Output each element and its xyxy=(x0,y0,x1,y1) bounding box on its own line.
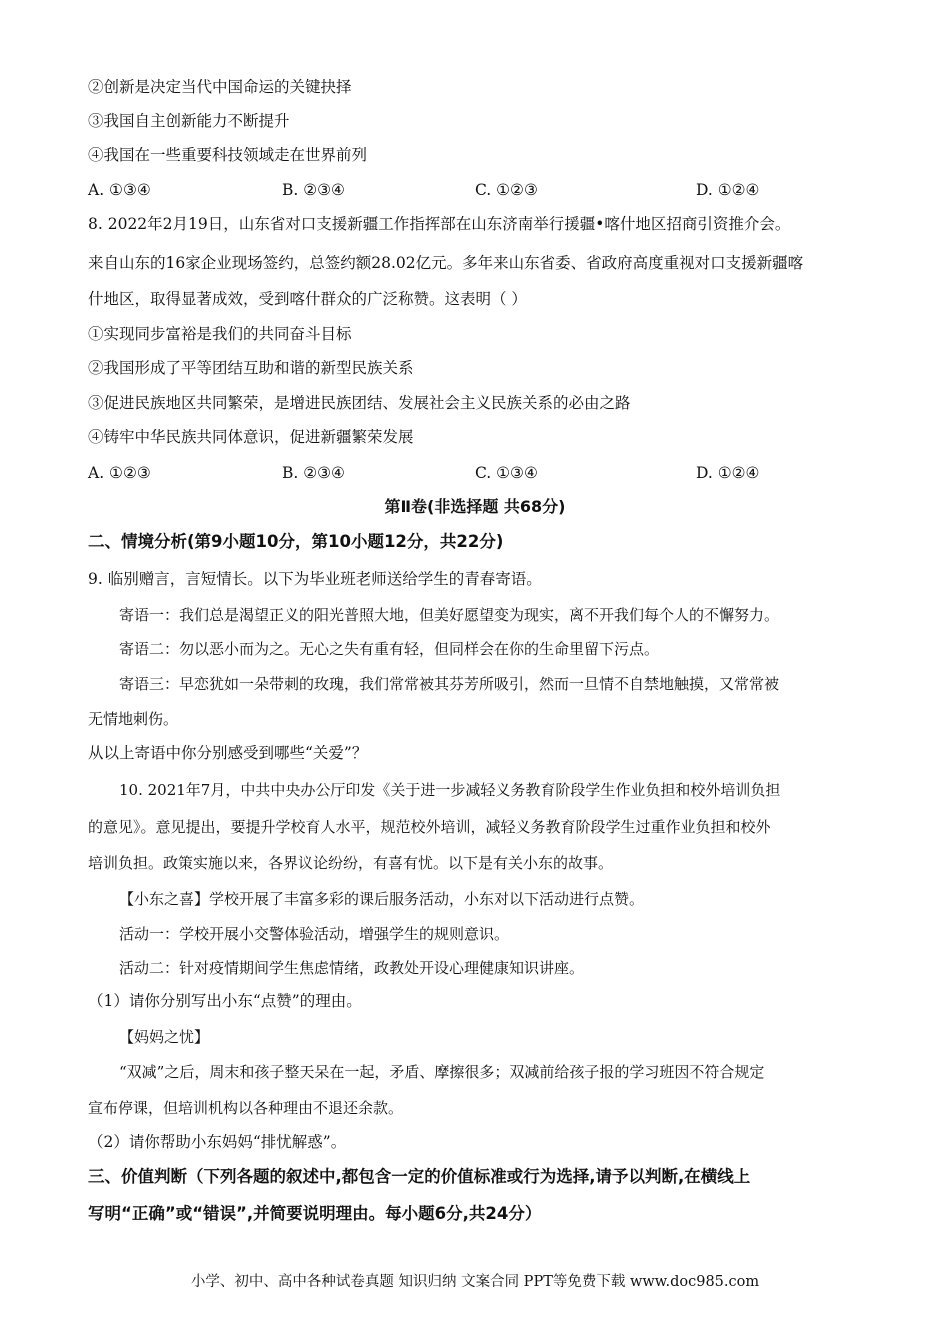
q7-option-b: B. ②③④ xyxy=(282,181,345,199)
q7-option-d: D. ①②④ xyxy=(696,181,760,199)
q10-stem-line-2: 的意见》。意见提出，要提升学校育人水平，规范校外培训，减轻义务教育阶段学生过重作业负担和校外 xyxy=(88,818,771,836)
part2-title: 第Ⅱ卷(非选择题 共68分) xyxy=(384,497,566,516)
section3-heading-line-1: 三、价值判断（下列各题的叙述中,都包含一定的价值标准或行为选择,请予以判断,在横线上 xyxy=(88,1167,751,1186)
page-footer: 小学、初中、高中各种试卷真题 知识归纳 文案合同 PPT等免费下载 www.doc985.com xyxy=(190,1274,760,1290)
q8-stem-line-2: 来自山东的16家企业现场签约，总签约额28.02亿元。多年来山东省委、省政府高度重视对口支援新疆喀 xyxy=(88,254,804,272)
q8-stem-line-1: 8. 2022年2月19日，山东省对口支援新疆工作指挥部在山东济南举行援疆•喀什地区招商引资推介会。 xyxy=(88,215,791,233)
q8-option-a: A. ①②③ xyxy=(88,464,151,482)
q7-option-c: C. ①②③ xyxy=(475,181,538,199)
q10-stem-line-1: 10. 2021年7月，中共中央办公厅印发《关于进一步减轻义务教育阶段学生作业负担和校外培训负担 xyxy=(119,781,781,799)
q8-option-c: C. ①③④ xyxy=(475,464,538,482)
q9-message-1: 寄语一：我们总是渴望正义的阳光普照大地，但美好愿望变为现实，离不开我们每个人的不懈努力。 xyxy=(119,606,780,624)
q9-intro: 9. 临别赠言，言短情长。以下为毕业班老师送给学生的青春寄语。 xyxy=(88,570,542,588)
q8-item-4: ④铸牢中华民族共同体意识，促进新疆繁荣发展 xyxy=(88,428,414,446)
q7-item-4: ④我国在一些重要科技领域走在世界前列 xyxy=(88,146,368,164)
q9-question: 从以上寄语中你分别感受到哪些“关爱”？ xyxy=(88,744,368,762)
q10-activity-2: 活动二：针对疫情期间学生焦虑情绪，政教处开设心理健康知识讲座。 xyxy=(119,959,585,977)
q7-option-a: A. ①③④ xyxy=(88,181,151,199)
q8-option-b: B. ②③④ xyxy=(282,464,345,482)
q7-item-3: ③我国自主创新能力不断提升 xyxy=(88,112,290,130)
q10-stem-line-3: 培训负担。政策实施以来，各界议论纷纷，有喜有忧。以下是有关小东的故事。 xyxy=(88,854,614,872)
q9-message-3-cont: 无情地刺伤。 xyxy=(88,710,179,728)
q10-subquestion-1: （1）请你分别写出小东“点赞”的理由。 xyxy=(88,992,362,1010)
q10-worry-line-1: “双减”之后，周末和孩子整天呆在一起，矛盾、摩擦很多；双减前给孩子报的学习班因不符合规定 xyxy=(119,1063,765,1081)
q10-worry-heading: 【妈妈之忧】 xyxy=(119,1028,210,1046)
section3-heading-line-2: 写明“正确”或“错误”,并简要说明理由。每小题6分,共24分） xyxy=(88,1204,542,1223)
q8-item-3: ③促进民族地区共同繁荣，是增进民族团结、发展社会主义民族关系的必由之路 xyxy=(88,394,631,412)
q7-item-2: ②创新是决定当代中国命运的关键抉择 xyxy=(88,78,352,96)
q8-stem-line-3: 什地区，取得显著成效，受到喀什群众的广泛称赞。这表明（ ） xyxy=(88,290,527,308)
q10-activity-1: 活动一：学校开展小交警体验活动，增强学生的规则意识。 xyxy=(119,925,510,943)
q9-message-2: 寄语二：勿以恶小而为之。无心之失有重有轻，但同样会在你的生命里留下污点。 xyxy=(119,640,660,658)
q10-worry-line-2: 宣布停课，但培训机构以各种理由不退还余款。 xyxy=(88,1099,404,1117)
q10-subquestion-2: （2）请你帮助小东妈妈“排忧解惑”。 xyxy=(88,1133,347,1151)
q8-item-2: ②我国形成了平等团结互助和谐的新型民族关系 xyxy=(88,359,414,377)
q9-message-3: 寄语三：早恋犹如一朵带刺的玫瑰，我们常常被其芬芳所吸引，然而一旦情不自禁地触摸，又常常被 xyxy=(119,675,780,693)
section2-heading: 二、情境分析(第9小题10分，第10小题12分，共22分) xyxy=(88,532,504,551)
q8-option-d: D. ①②④ xyxy=(696,464,760,482)
q8-item-1: ①实现同步富裕是我们的共同奋斗目标 xyxy=(88,325,352,343)
q10-joy: 【小东之喜】学校开展了丰富多彩的课后服务活动，小东对以下活动进行点赞。 xyxy=(119,890,645,908)
